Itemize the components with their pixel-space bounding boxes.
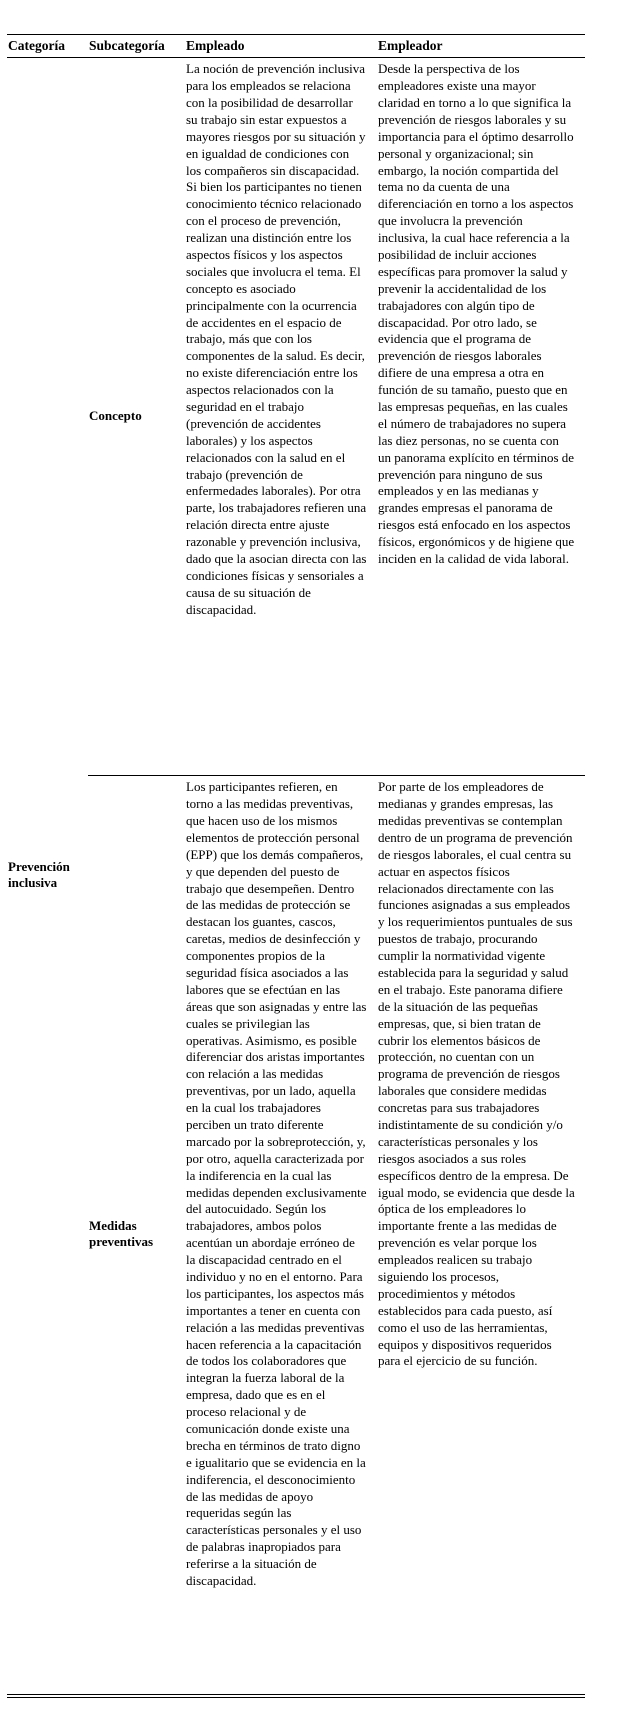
empleado-cell-concepto: La noción de prevención inclusiva para los empleados se relaciona con la posibilidad de desarrollar su trabajo sin estar expuestos a mayores riesgos por su situación y en igualdad de condiciones con los compañeros sin discapacidad. Si bien los participantes no tienen conocimiento técnico relacionado con el proceso de prevención, realizan una distinción entre los aspectos físicos y los aspectos sociales que involucra el tema. El concepto es asociado principalmente con la ocurrencia de accidentes en el espacio de trabajo, más que con los componentes de la salud. Es decir, no existe diferenciación entre los aspectos relacionados con la seguridad en el trabajo (prevención de accidentes laborales) y los aspectos relacionados con la salud en el trabajo (prevención de enfermedades laborales). Por otra parte, los trabajadores refieren una relación directa entre ajuste razonable y prevención inclusiva, dado que la asocian directa con las condiciones físicas y sensoriales a causa de su situación de discapacidad. <box>185 58 377 776</box>
subcategory-cell-concepto: Concepto <box>88 58 185 776</box>
category-cell: Prevención inclusiva <box>8 858 70 891</box>
table-row-medidas-preventivas <box>7 776 585 1696</box>
empleador-cell-medidas-preventivas: Por parte de los empleadores de medianas y grandes empresas, las medidas preventivas se contemplan dentro de un programa de prevención de riesgos laborales, el cual centra su actuar en aspectos físicos relacionados directamente con las funciones asignadas a sus empleados y los requerimientos puntuales de sus puestos de trabajo, procurando cumplir la normatividad vigente establecida para la seguridad y salud en el trabajo. Este panorama difiere de la situación de las pequeñas empresas, que, si bien tratan de cubrir los elementos básicos de protección, no cuentan con un programa de prevención de riesgos laborales que considere medidas concretas para sus trabajadores indistintamente de su condición y/o características personales y los riesgos asociados a sus roles específicos dentro de la empresa. De igual modo, se evidencia que desde la óptica de los empleadores lo importante frente a las medidas de prevención es velar porque los empleados realicen su trabajo siguiendo los procesos, procedimientos y métodos establecidos para cada puesto, así como el uso de las herramientas, equipos y dispositivos requeridos para el ejercicio de su función. <box>378 779 575 1369</box>
column-header-subcategoria: Subcategoría <box>88 35 185 58</box>
column-header-empleado: Empleado <box>185 35 377 58</box>
empleado-cell-medidas-preventivas: Los participantes refieren, en torno a las medidas preventivas, que hacen uso de los mismos elementos de protección personal (EPP) que los demás compañeros, y que dependen del puesto de trabajo que desempeñen. Dentro de las medidas de protección se destacan los guantes, cascos, caretas, medios de desinfección y componentes propios de la seguridad física asociados a las labores que se efectúan en las áreas que son asignadas y entre las cuales se privilegian las operativas. Asimismo, es posible diferenciar dos aristas importantes con relación a las medidas preventivas, por un lado, aquella en la cual los trabajadores perciben un trato diferente marcado por la sobreprotección, y, por otro, aquella caracterizada por la indiferencia en la cual las medidas dependen exclusivamente del autocuidado. Según los trabajadores, ambos polos acentúan un abordaje erróneo de la discapacidad centrado en el individuo y no en el entorno. Para los participantes, los aspectos más importantes a tener en cuenta con relación a las medidas preventivas hacen referencia a la capacitación de todos los colaboradores que integran la fuerza laboral de la empresa, dado que es en el proceso relacional y de comunicación donde existe una brecha en términos de trato digno e igualitario que se evidencia en la indiferencia, el desconocimiento de las medidas de apoyo requeridas según las características personales y el uso de palabras inapropiados para referirse a la situación de discapacidad. <box>186 779 367 1589</box>
empleador-cell-concepto: Desde la perspectiva de los empleadores existe una mayor claridad en torno a lo que significa la prevención de riesgos laborales y su importancia para el óptimo desarrollo personal y organizacional; sin embargo, la noción compartida del tema no da cuenta de una diferenciación en torno a los aspectos que involucra la prevención inclusiva, la cual hace referencia a la posibilidad de incluir acciones específicas para promover la salud y prevenir la accidentalidad de los trabajadores con algún tipo de discapacidad. Por otro lado, se evidencia que el programa de prevención de riesgos laborales difiere de una empresa a otra en función de su tamaño, puesto que en las empresas pequeñas, en las cuales el número de trabajadores no supera las diez personas, no se cuenta con un panorama explícito en términos de prevención para ninguno de sus empleados y en las medianas y grandes empresas el panorama de riesgos está enfocado en los aspectos físicos, ergonómicos y de higiene que inciden en la calidad de vida laboral. <box>377 58 585 776</box>
subcategory-cell-medidas-preventivas: Medidas preventivas <box>89 1217 154 1250</box>
results-table <box>7 34 585 1698</box>
column-header-categoria: Categoría <box>7 35 88 58</box>
column-header-empleador: Empleador <box>377 35 585 58</box>
table-row-concepto <box>7 58 585 776</box>
header-row <box>7 35 585 58</box>
